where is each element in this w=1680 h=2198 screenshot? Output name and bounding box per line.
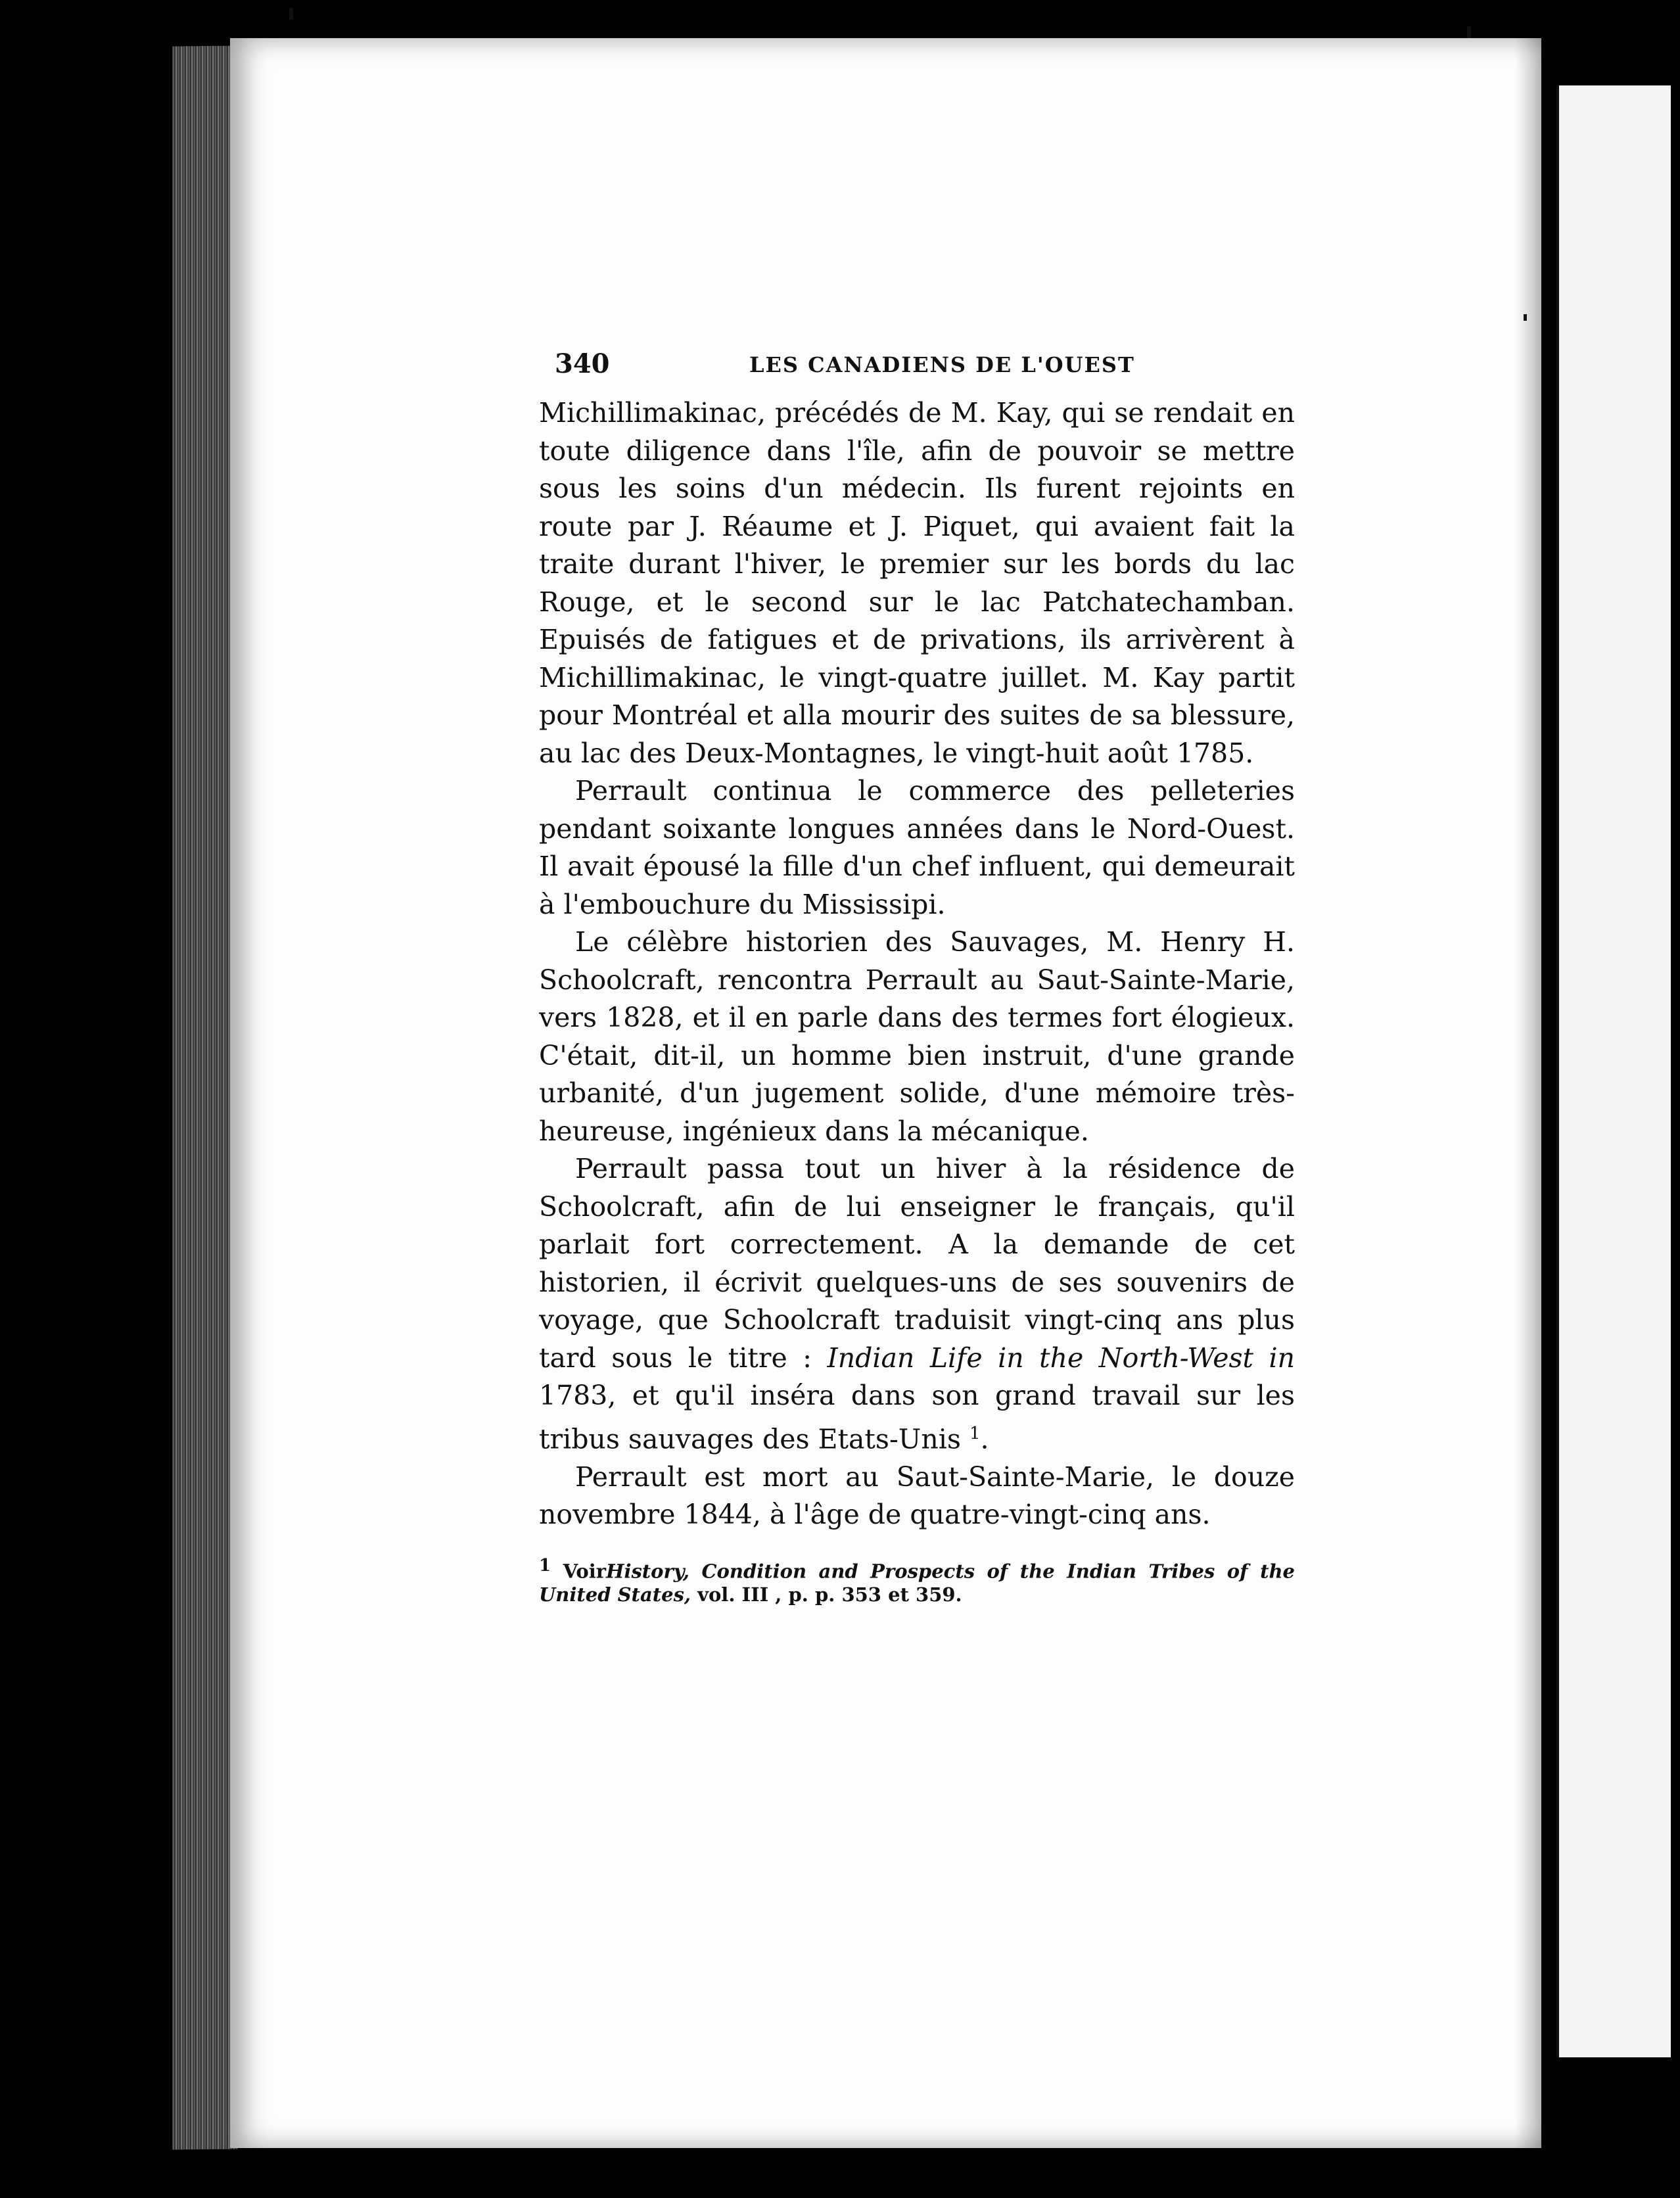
paragraph: Perrault est mort au Saut-Sainte-Marie, le douze novembre 1844, à l'âge de quatre-vingt-cinq ans. [539,1461,1295,1531]
footnote-text: vol. III , p. p. 353 et 359. [691,1583,962,1606]
running-title: LES CANADIENS DE L'OUEST [749,352,1135,377]
page-number: 340 [555,348,610,379]
running-head [539,348,1295,394]
book-title: Indian Life in the North-West in [827,1342,1295,1374]
paragraph-text: 1783, et qu'il inséra dans son grand travail sur les tribus sauvages des Etats-Unis [539,1380,1295,1455]
scan-speck [289,8,293,20]
paragraph-text: Perrault passa tout un hiver à la résidence de Schoolcraft, afin de lui enseigner le français, qu'il parlait fort correctement. A la demande de cet historien, il écrivit quelques-uns de ses souvenirs de voyage, que Schoolcraft traduisit vingt-cinq ans plus tard sous le titre : [539,1153,1295,1374]
paragraph: Le célèbre historien des Sauvages, M. Henry H. Schoolcraft, rencontra Perrault au Saut-Sainte-Marie, vers 1828, et il en parle dans des termes fort élogieux. C'était, dit-il, un homme bien instruit, d'une grande urbanité, d'un jugement solide, d'une mémoire très-heureuse, ingénieux dans la mécanique. [539,926,1295,1147]
paragraph: Perrault continua le commerce des pelleteries pendant soixante longues années dans le Nord-Ouest. Il avait épousé la fille d'un chef influent, qui demeurait à l'embouchure du Mississipi. [539,775,1295,920]
paragraph [539,1150,1295,1459]
scan-speck [1467,26,1471,38]
book-edge [172,45,238,2149]
footnote-text: Voir [551,1560,607,1583]
paragraph: Michillimakinac, précédés de M. Kay, qui se rendait en toute diligence dans l'île, afin de pouvoir se mettre sous les soins d'un médecin. Ils furent rejoints en route par J. Réaume et J. Piquet, qui avaient fait la traite durant l'hiver, le premier sur les bords du lac Rouge, et le second sur le lac Patchatechamban. Epuisés de fatigues et de privations, ils arrivèrent à Michillimakinac, le vingt-quatre juillet. M. Kay partit pour Montréal et alla mourir des suites de sa blessure, au lac des Deux-Montagnes, le vingt-huit août 1785. [539,397,1295,769]
footnote-reference: 1 [969,1423,981,1443]
footnote-marker: 1 [539,1555,551,1576]
paragraph-text: . [980,1423,989,1455]
gutter-shadow [1515,38,1541,2148]
footnote-title: History, Condition and Prospects of the Indian Tribes of the United States, [539,1560,1295,1606]
scan-speck [1524,314,1527,321]
footnote [539,1554,1295,1607]
facing-page-edge [1556,85,1671,2057]
page-text [539,348,1295,1606]
